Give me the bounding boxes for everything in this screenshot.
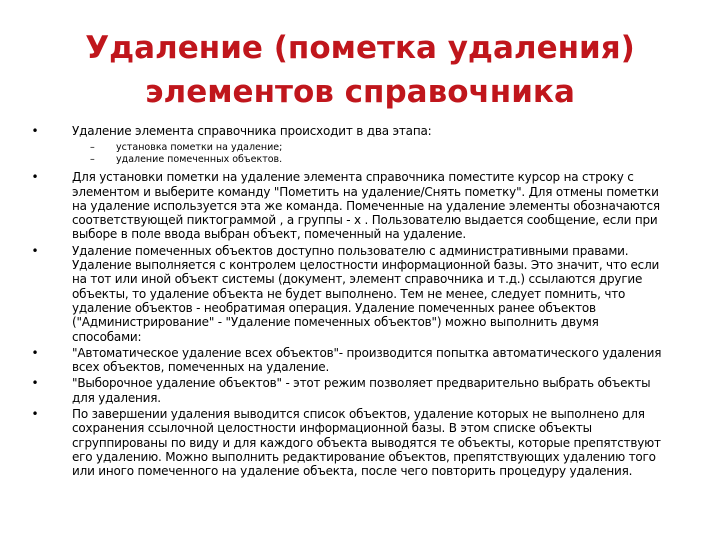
sub-marker: – <box>90 142 95 154</box>
bullet-text: Удаление помеченных объектов доступно пользователю с административными правами. Удаление выполняется с контролем целостности информационной базы. Это значит, что если на тот или иной объект системы (документ, элемент справочника и т.д.) ссылаются другие объекты, то удаление объекта не будет выполнено. Тем не менее, следует помнить, что удаление объектов - необратимая операция. Удаление помеченных ранее объектов ("Администрирование" - "Удаление помеченных объектов") можно выполнить двумя способами: <box>72 243 660 344</box>
bullet-marker: • <box>31 407 39 422</box>
sub-item <box>28 142 692 154</box>
bullet-item <box>28 124 692 138</box>
bullet-marker: • <box>31 243 39 258</box>
bullet-marker: • <box>31 124 39 138</box>
bullet-marker: • <box>31 376 39 391</box>
sub-text: установка пометки на удаление; <box>116 142 283 154</box>
sub-item <box>28 154 692 166</box>
slide-title-line-2: элементов справочника <box>145 74 575 110</box>
bullet-text: "Выборочное удаление объектов" - этот режим позволяет предварительно выбрать объекты для удаления. <box>72 376 651 405</box>
bullet-text: Для установки пометки на удаление элемента справочника поместите курсор на строку с элементом и выберите команду "Пометить на удаление/Снять пометку". Для отмены пометки на удаление используется эта же команда. Помеченные на удаление элементы обозначаются соответствующей пиктограммой , а группы - х . Пользователю выдается сообщение, если при выборе в поле ввода выбран объект, помеченный на удаление. <box>72 170 660 242</box>
bullet-marker: • <box>31 345 39 360</box>
bullet-item <box>28 376 692 405</box>
bullet-text: По завершении удаления выводится список объектов, удаление которых не выполнено для сохранения ссылочной целостности информационной базы. В этом списке объекты сгруппированы по виду и для каждого объекта выводятся те объекты, которые препятствуют его удалению. Можно выполнить редактирование объектов, препятствующих удалению того или иного помеченного на удаление объекта, после чего повторить процедуру удаления. <box>72 407 661 479</box>
sub-list <box>28 142 692 166</box>
bullet-item <box>28 346 692 375</box>
slide-title-line-1: Удаление (пометка удаления) <box>85 30 635 66</box>
bullet-text: Удаление элемента справочника происходит в два этапа: <box>72 124 432 138</box>
bullet-item <box>28 170 692 241</box>
slide-title <box>40 26 680 114</box>
sub-marker: – <box>90 154 95 166</box>
sub-text: удаление помеченных объектов. <box>116 154 283 166</box>
bullet-item <box>28 244 692 344</box>
bullet-marker: • <box>31 170 39 185</box>
bullet-item <box>28 407 692 478</box>
bullet-text: "Автоматическое удаление всех объектов"- производится попытка автоматического удаления всех объектов, помеченных на удаление. <box>72 345 662 375</box>
slide-content <box>28 124 692 481</box>
